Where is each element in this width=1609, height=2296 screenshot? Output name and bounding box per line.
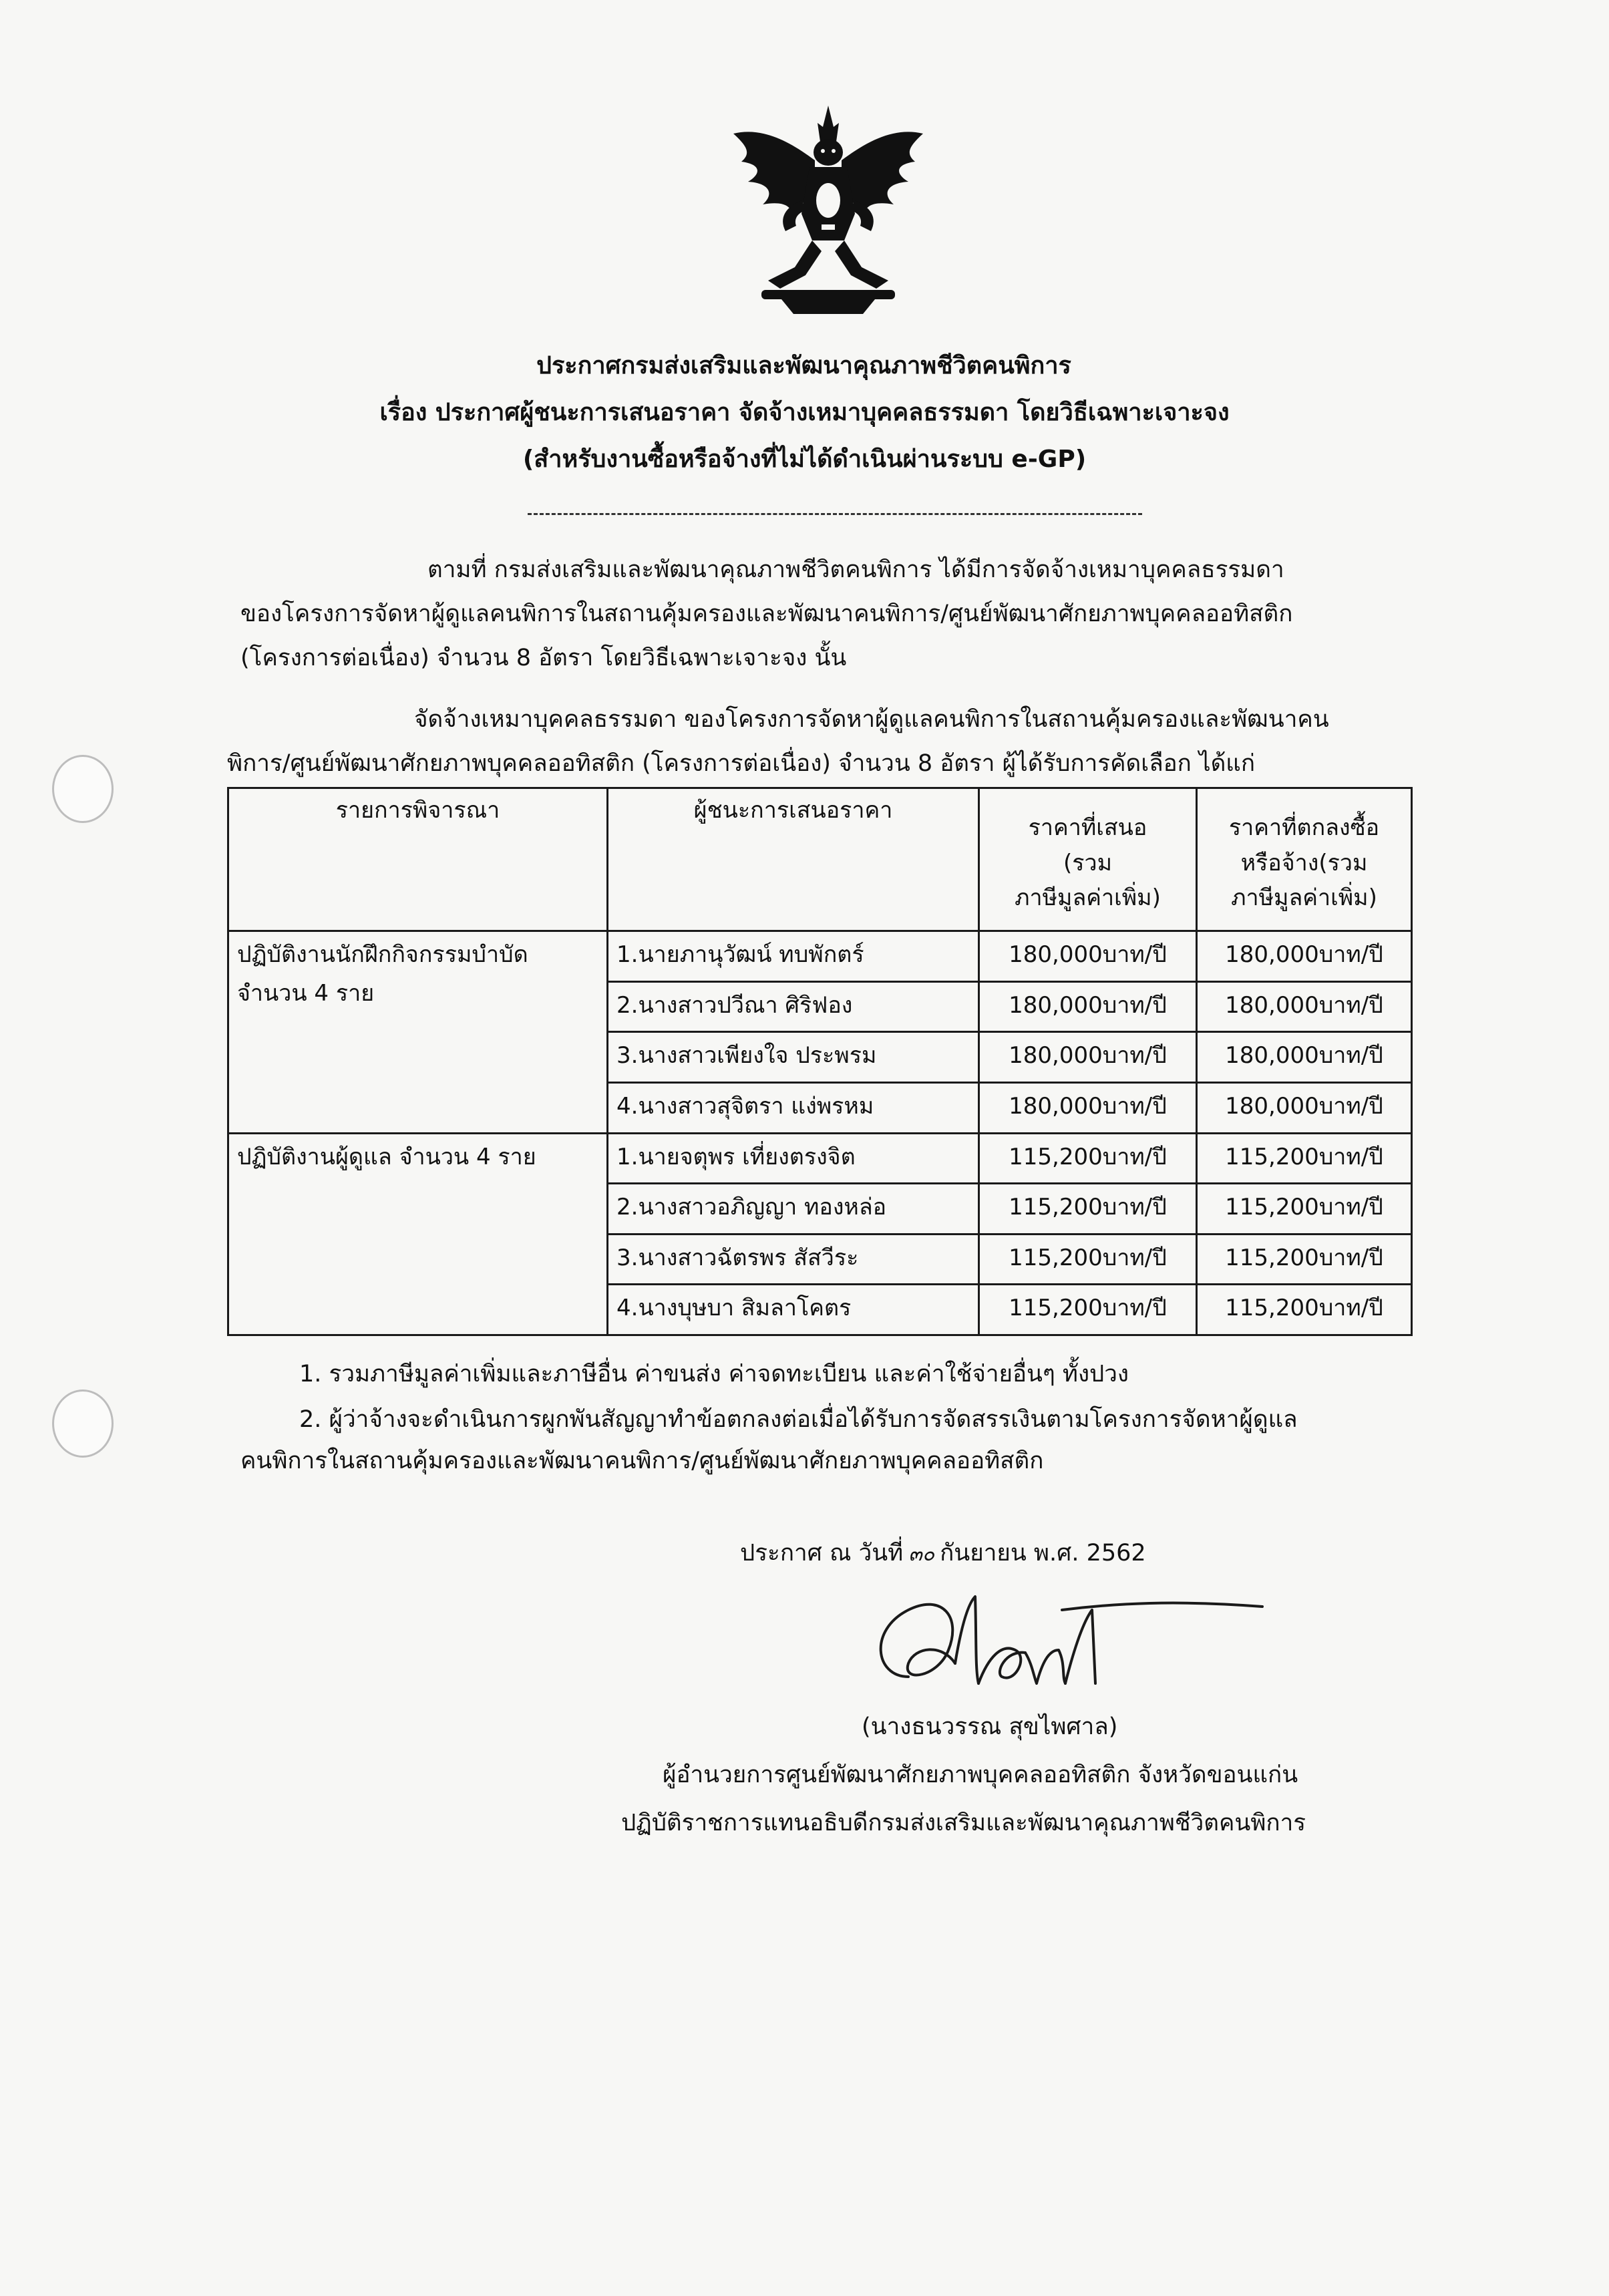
winner-name: 3.นางสาวเพียงใจ ประพรม xyxy=(608,1032,979,1083)
agreed-price: 115,200บาท/ปี xyxy=(1197,1285,1412,1335)
table-row xyxy=(228,1133,1412,1184)
agreed-price: 180,000บาท/ปี xyxy=(1197,931,1412,982)
paragraph-2-line-2: พิการ/ศูนย์พัฒนาศักยภาพบุคคลออทิสติก (โครงการต่อเนื่อง) จำนวน 8 อัตรา ผู้ได้รับการคัดเลือก ได้แก่ xyxy=(227,750,1256,777)
category-cell xyxy=(228,931,608,1134)
agreed-price: 180,000บาท/ปี xyxy=(1197,981,1412,1032)
table-row xyxy=(228,931,1412,982)
note-1: 1. รวมภาษีมูลค่าเพิ่มและภาษีอื่น ค่าขนส่ง ค่าจดทะเบียน และค่าใช้จ่ายอื่นๆ ทั้งปวง xyxy=(299,1361,1129,1387)
header-divider xyxy=(528,513,1142,515)
date-day-handwritten: ๓๐ xyxy=(908,1542,935,1566)
date-suffix: กันยายน พ.ศ. 2562 xyxy=(940,1540,1146,1567)
header-item: รายการพิจารณา xyxy=(228,788,608,931)
paragraph-1-line-2: ของโครงการจัดหาผู้ดูแลคนพิการในสถานคุ้มครองและพัฒนาคนพิการ/ศูนย์พัฒนาศักยภาพบุคคลออทิสติก xyxy=(240,601,1293,627)
winner-name: 2.นางสาวปวีณา ศิริฟอง xyxy=(608,981,979,1032)
category-line-1: ปฏิบัติงานนักฝึกกิจกรรมบำบัด xyxy=(237,941,528,968)
winner-name: 1.นายจตุพร เที่ยงตรงจิต xyxy=(608,1133,979,1184)
award-table xyxy=(227,787,1413,1336)
winner-name: 4.นางบุษบา สิมลาโคตร xyxy=(608,1285,979,1335)
winner-name: 1.นายภานุวัฒน์ ทบพักตร์ xyxy=(608,931,979,982)
offer-price: 115,200บาท/ปี xyxy=(979,1184,1197,1235)
signatory-title-2: ปฏิบัติราชการแทนอธิบดีกรมส่งเสริมและพัฒนาคุณภาพชีวิตคนพิการ xyxy=(621,1810,1306,1836)
paragraph-1-line-3: (โครงการต่อเนื่อง) จำนวน 8 อัตรา โดยวิธีเฉพาะเจาะจง นั้น xyxy=(240,645,847,671)
header-offer-line-2: (รวม xyxy=(1063,849,1113,876)
winner-name: 4.นางสาวสุจิตรา แง่พรหม xyxy=(608,1082,979,1133)
header-offer-price xyxy=(979,788,1197,931)
punch-hole-bottom xyxy=(52,1389,114,1458)
signatory-name: (นางธนวรรณ สุขไพศาล) xyxy=(862,1713,1118,1740)
offer-price: 115,200บาท/ปี xyxy=(979,1133,1197,1184)
agreed-price: 115,200บาท/ปี xyxy=(1197,1234,1412,1285)
header-agreed-price xyxy=(1197,788,1412,931)
note-2-line-2: คนพิการในสถานคุ้มครองและพัฒนาคนพิการ/ศูนย์พัฒนาศักยภาพบุคคลออทิสติก xyxy=(240,1448,1044,1474)
paragraph-2-line-1: จัดจ้างเหมาบุคคลธรรมดา ของโครงการจัดหาผู้ดูแลคนพิการในสถานคุ้มครองและพัฒนาคน xyxy=(414,706,1329,733)
agreed-price: 180,000บาท/ปี xyxy=(1197,1032,1412,1083)
signatory-title-1: ผู้อำนวยการศูนย์พัฒนาศักยภาพบุคคลออทิสติก จังหวัดขอนแก่น xyxy=(663,1762,1298,1788)
offer-price: 115,200บาท/ปี xyxy=(979,1285,1197,1335)
agreed-price: 180,000บาท/ปี xyxy=(1197,1082,1412,1133)
offer-price: 180,000บาท/ปี xyxy=(979,1032,1197,1083)
paragraph-1-line-1: ตามที่ กรมส่งเสริมและพัฒนาคุณภาพชีวิตคนพิการ ได้มีการจัดจ้างเหมาบุคคลธรรมดา xyxy=(427,556,1284,583)
category-line-2: จำนวน 4 ราย xyxy=(237,979,375,1007)
agreed-price: 115,200บาท/ปี xyxy=(1197,1184,1412,1235)
announcement-title: ประกาศกรมส่งเสริมและพัฒนาคุณภาพชีวิตคนพิการ xyxy=(536,352,1071,379)
handwritten-signature xyxy=(862,1583,1276,1710)
offer-price: 180,000บาท/ปี xyxy=(979,931,1197,982)
offer-price: 115,200บาท/ปี xyxy=(979,1234,1197,1285)
category-cell xyxy=(228,1133,608,1335)
header-offer-line-3: ภาษีมูลค่าเพิ่ม) xyxy=(1015,884,1161,912)
garuda-emblem-icon xyxy=(721,100,935,321)
date-prefix: ประกาศ ณ วันที่ xyxy=(740,1540,904,1567)
header-agreed-line-2: หรือจ้าง(รวม xyxy=(1240,849,1368,876)
note-2-line-1: 2. ผู้ว่าจ้างจะดำเนินการผูกพันสัญญาทำข้อตกลงต่อเมื่อได้รับการจัดสรรเงินตามโครงการจัดหาผู้ดูแล xyxy=(299,1406,1298,1433)
announcement-note: (สำหรับงานซื้อหรือจ้างที่ไม่ได้ดำเนินผ่านระบบ e-GP) xyxy=(522,446,1087,473)
category-line-1: ปฏิบัติงานผู้ดูแล จำนวน 4 ราย xyxy=(237,1143,536,1170)
announcement-subject: เรื่อง ประกาศผู้ชนะการเสนอราคา จัดจ้างเหมาบุคคลธรรมดา โดยวิธีเฉพาะเจาะจง xyxy=(379,399,1230,426)
offer-price: 180,000บาท/ปี xyxy=(979,1082,1197,1133)
announcement-date xyxy=(740,1542,1146,1565)
header-agreed-line-3: ภาษีมูลค่าเพิ่ม) xyxy=(1231,884,1377,912)
header-offer-line-1: ราคาที่เสนอ xyxy=(1028,814,1147,841)
header-winner: ผู้ชนะการเสนอราคา xyxy=(608,788,979,931)
winner-name: 2.นางสาวอภิญญา ทองหล่อ xyxy=(608,1184,979,1235)
punch-hole-top xyxy=(52,755,114,823)
agreed-price: 115,200บาท/ปี xyxy=(1197,1133,1412,1184)
winner-name: 3.นางสาวฉัตรพร สัสวีระ xyxy=(608,1234,979,1285)
table-header-row xyxy=(228,788,1412,931)
offer-price: 180,000บาท/ปี xyxy=(979,981,1197,1032)
header-agreed-line-1: ราคาที่ตกลงซื้อ xyxy=(1228,814,1380,841)
